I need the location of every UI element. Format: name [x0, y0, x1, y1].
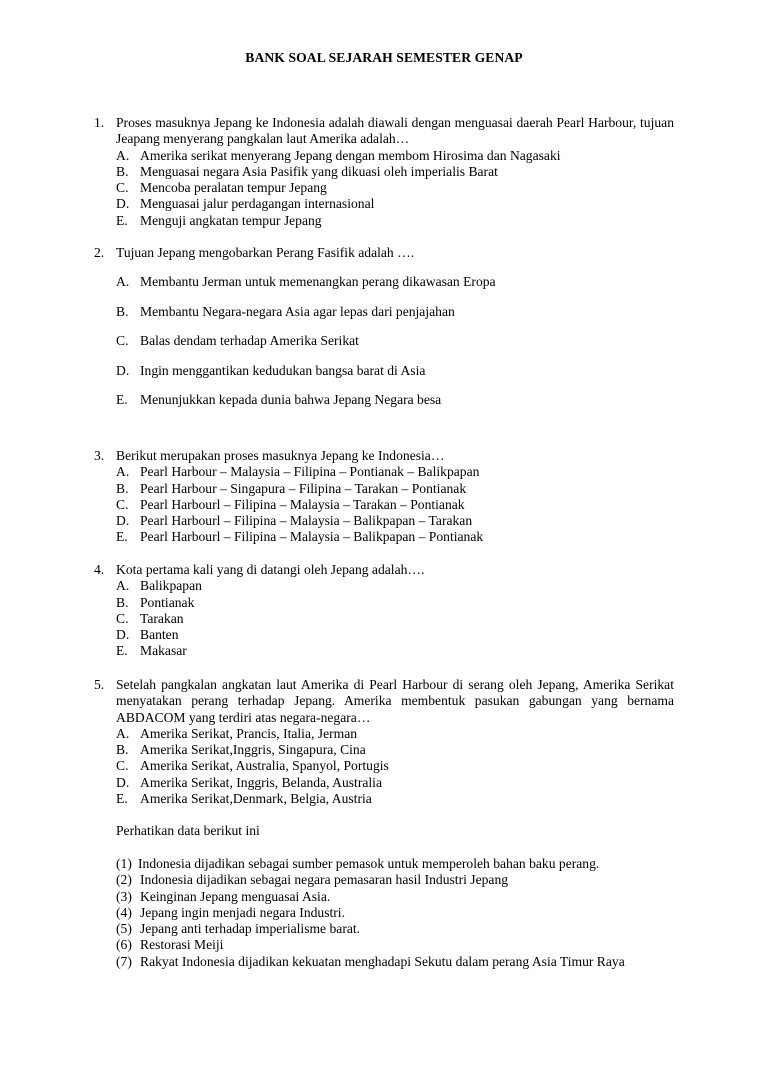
data-item-number: (6)	[116, 937, 132, 953]
option-e	[116, 643, 674, 659]
option-text: Pearl Harbourl – Filipina – Malaysia – Balikpapan – Pontianak	[140, 529, 484, 545]
question-number: 4.	[94, 562, 105, 577]
data-item-5	[116, 921, 674, 937]
option-letter: E.	[116, 212, 128, 228]
data-intro: Perhatikan data berikut ini	[116, 823, 260, 838]
data-item-3	[116, 889, 674, 905]
option-b	[116, 595, 674, 611]
question-4	[94, 562, 674, 660]
option-text: Balas dendam terhadap Amerika Serikat	[140, 333, 359, 349]
option-text: Amerika Serikat, Prancis, Italia, Jerman	[140, 725, 358, 741]
option-letter: A.	[116, 578, 130, 594]
option-letter: C.	[116, 610, 129, 626]
option-text: Pearl Harbour – Singapura – Filipina – Tarakan – Pontianak	[140, 480, 467, 496]
option-text: Menunjukkan kepada dunia bahwa Jepang Negara besa	[140, 392, 442, 408]
option-text: Membantu Jerman untuk memenangkan perang dikawasan Eropa	[140, 274, 496, 290]
option-text: Menguasai jalur perdagangan internasional	[140, 196, 375, 212]
option-letter: D.	[116, 196, 130, 212]
question-2	[94, 245, 674, 409]
option-d	[116, 513, 674, 529]
data-item-text: Jepang anti terhadap imperialisme barat.	[140, 921, 361, 937]
data-item-number: (7)	[116, 953, 132, 969]
option-text: Pontianak	[140, 594, 195, 610]
option-text: Makasar	[140, 643, 187, 659]
question-text: Proses masuknya Jepang ke Indonesia adalah diawali dengan menguasai daerah Pearl Harbour, tujuan Jeapang menyerang pangkalan laut Amerika adalah…	[116, 115, 674, 147]
data-section	[94, 823, 674, 839]
option-letter: A.	[116, 464, 130, 480]
option-text: Ingin menggantikan kedudukan bangsa barat di Asia	[140, 362, 426, 378]
data-item-text: Indonesia dijadikan sebagai sumber pemasok untuk memperoleh bahan baku perang.	[138, 856, 600, 871]
option-text: Membantu Negara-negara Asia agar lepas dari penjajahan	[140, 303, 455, 319]
option-text: Pearl Harbourl – Filipina – Malaysia – Balikpapan – Tarakan	[140, 513, 473, 529]
option-d	[116, 775, 674, 791]
option-b	[116, 742, 674, 758]
option-letter: C.	[116, 758, 129, 774]
option-letter: B.	[116, 480, 129, 496]
option-text: Menguasai negara Asia Pasifik yang dikuasi oleh imperialis Barat	[140, 163, 498, 179]
option-b	[116, 164, 674, 180]
question-number: 2.	[94, 245, 105, 260]
data-item-text: Indonesia dijadikan sebagai negara pemasaran hasil Industri Jepang	[140, 872, 509, 888]
option-text: Banten	[140, 627, 179, 643]
option-letter: C.	[116, 496, 129, 512]
data-list	[94, 856, 674, 970]
option-c	[116, 497, 674, 513]
data-item-4	[116, 905, 674, 921]
option-b	[116, 304, 674, 320]
option-a	[116, 148, 674, 164]
data-item-number: (2)	[116, 872, 132, 888]
question-text: Kota pertama kali yang di datangi oleh Jepang adalah….	[116, 562, 425, 577]
data-item-7	[116, 954, 674, 970]
option-text: Amerika Serikat, Australia, Spanyol, Portugis	[140, 758, 389, 774]
option-b	[116, 481, 674, 497]
option-c	[116, 333, 674, 349]
option-letter: A.	[116, 147, 130, 163]
question-number: 3.	[94, 448, 105, 463]
option-letter: D.	[116, 362, 130, 378]
question-number: 1.	[94, 115, 105, 130]
data-item-number: (5)	[116, 921, 132, 937]
option-a	[116, 274, 674, 290]
question-text: Berikut merupakan proses masuknya Jepang ke Indonesia…	[116, 448, 445, 463]
data-item-6	[116, 937, 674, 953]
option-text: Pearl Harbour – Malaysia – Filipina – Pontianak – Balikpapan	[140, 464, 480, 480]
option-text: Mencoba peralatan tempur Jepang	[140, 180, 327, 196]
option-letter: E.	[116, 791, 128, 807]
option-e	[116, 791, 674, 807]
question-text: Tujuan Jepang mengobarkan Perang Fasifik adalah ….	[116, 245, 415, 260]
data-item-1	[116, 856, 674, 872]
option-d	[116, 627, 674, 643]
option-text: Menguji angkatan tempur Jepang	[140, 212, 322, 228]
option-letter: E.	[116, 643, 128, 659]
option-d	[116, 363, 674, 379]
option-a	[116, 464, 674, 480]
option-letter: A.	[116, 274, 130, 290]
page-title: BANK SOAL SEJARAH SEMESTER GENAP	[245, 50, 523, 65]
option-text: Amerika Serikat, Inggris, Belanda, Australia	[140, 774, 382, 790]
option-text: Amerika Serikat,Denmark, Belgia, Austria	[140, 791, 372, 807]
option-text: Balikpapan	[140, 578, 202, 594]
option-letter: E.	[116, 392, 128, 408]
option-c	[116, 180, 674, 196]
data-item-number: (1)	[116, 856, 132, 871]
question-5	[94, 677, 674, 807]
data-item-2	[116, 872, 674, 888]
option-letter: B.	[116, 163, 129, 179]
question-3	[94, 448, 674, 546]
data-item-number: (4)	[116, 904, 132, 920]
data-item-number: (3)	[116, 888, 132, 904]
option-letter: D.	[116, 774, 130, 790]
question-1	[94, 115, 674, 229]
option-letter: C.	[116, 180, 129, 196]
question-number: 5.	[94, 677, 105, 692]
data-item-text: Jepang ingin menjadi negara Industri.	[140, 904, 345, 920]
option-e	[116, 213, 674, 229]
option-text: Tarakan	[140, 610, 184, 626]
option-letter: B.	[116, 742, 129, 758]
option-a	[116, 726, 674, 742]
data-item-text: Rakyat Indonesia dijadikan kekuatan menghadapi Sekutu dalam perang Asia Timur Raya	[140, 953, 625, 969]
option-letter: A.	[116, 725, 130, 741]
option-text: Pearl Harbourl – Filipina – Malaysia – Tarakan – Pontianak	[140, 496, 465, 512]
option-letter: E.	[116, 529, 128, 545]
option-e	[116, 529, 674, 545]
option-c	[116, 758, 674, 774]
option-a	[116, 578, 674, 594]
option-c	[116, 611, 674, 627]
option-letter: D.	[116, 513, 130, 529]
data-item-text: Keinginan Jepang menguasai Asia.	[140, 888, 331, 904]
option-letter: D.	[116, 627, 130, 643]
option-letter: C.	[116, 333, 129, 349]
question-text: Setelah pangkalan angkatan laut Amerika di Pearl Harbour di serang oleh Jepang, Amerika Serikat menyatakan perang terhadap Jepang. Amerika membentuk pasukan gabungan yang bernama ABDACOM yang terdiri atas negara-negara…	[116, 677, 674, 725]
option-text: Amerika serikat menyerang Jepang dengan membom Hirosima dan Nagasaki	[140, 147, 561, 163]
data-item-text: Restorasi Meiji	[140, 937, 224, 953]
option-letter: B.	[116, 303, 129, 319]
option-letter: B.	[116, 594, 129, 610]
option-d	[116, 196, 674, 212]
option-text: Amerika Serikat,Inggris, Singapura, Cina	[140, 742, 366, 758]
option-e	[116, 392, 674, 408]
